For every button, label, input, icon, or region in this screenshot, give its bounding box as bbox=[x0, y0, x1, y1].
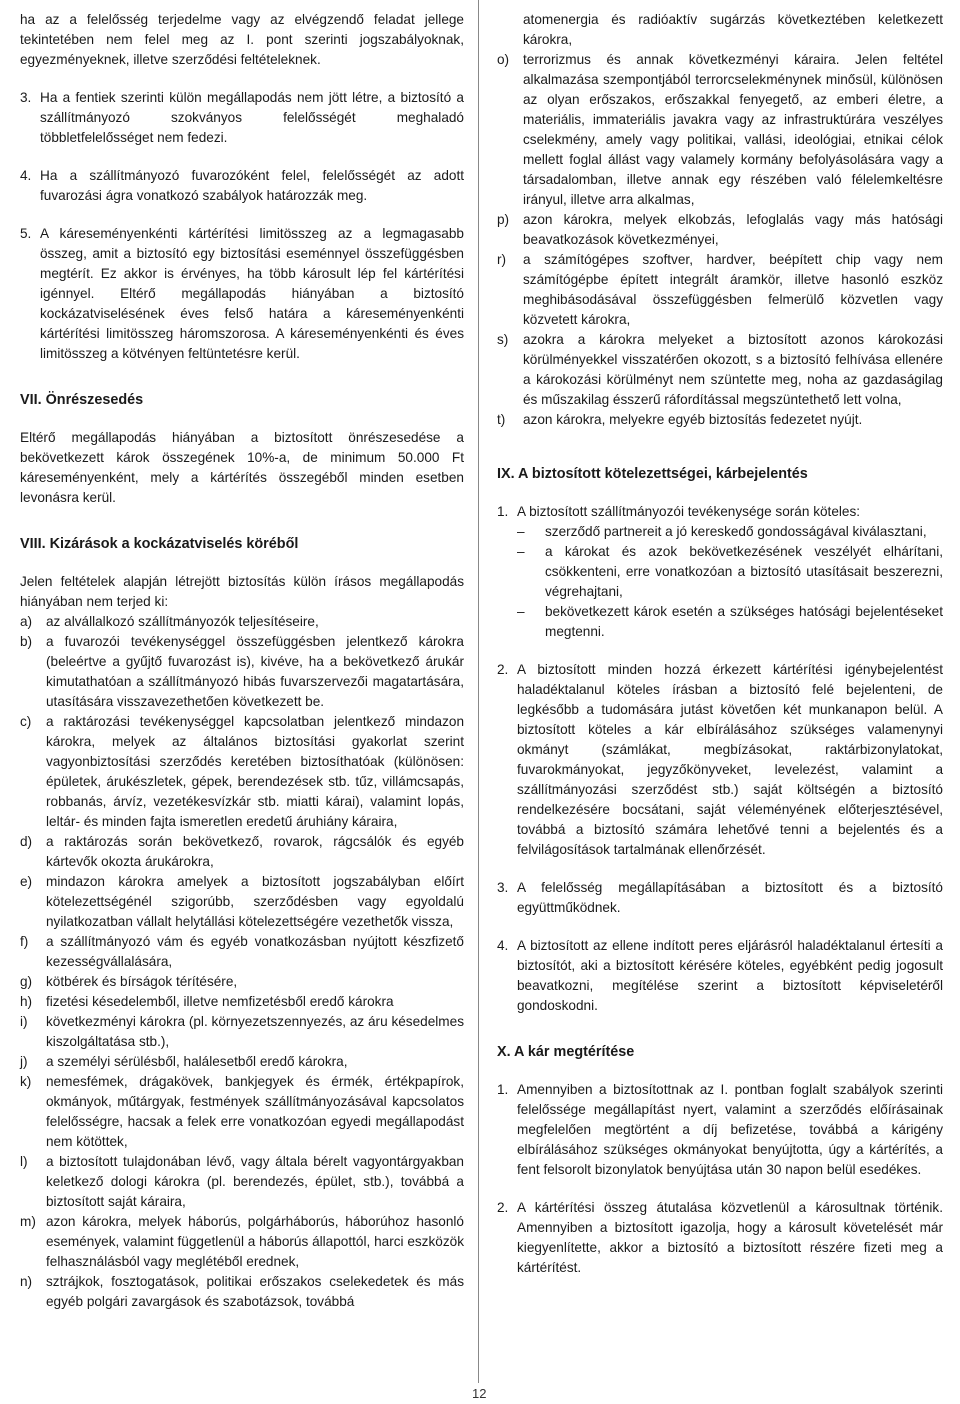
list-item bbox=[20, 612, 464, 632]
numbered-item-ix-2 bbox=[497, 660, 943, 860]
numbered-item-4 bbox=[20, 166, 464, 206]
list-marker: b) bbox=[20, 634, 33, 649]
list-marker: n) bbox=[20, 1274, 33, 1289]
list-marker: r) bbox=[497, 252, 507, 267]
list-text: következményi károkra (pl. környezetszennyezés, az áru késedelmes kiszolgáltatása stb.), bbox=[46, 1014, 464, 1049]
section-heading-ix: IX. A biztosított kötelezettségei, kárbejelentés bbox=[497, 466, 808, 482]
list-item bbox=[20, 1012, 464, 1052]
list-text: azon károkra, melyek háborús, polgárháborús, háborúhoz hasonló események, valamint függetlenül a háborús állapottól, harci eszközök felhasználásból vagy meglétéből erednek, bbox=[46, 1214, 464, 1269]
list-marker: t) bbox=[497, 412, 506, 427]
list-text: terrorizmus és annak következményi káraira. Jelen feltétel alkalmazása szempontjából terrorcselekménynek minősül, különösen az olyan erőszakos, erőszakkal fenyegető, az emberi életre, a materiális, immateriális javakra vagy az infrastruktúrára veszélyes cselekmény, amely vagy politikai, vallási, ideológiai, etnikai célok mellett foglal állást vagy valamely kormány befolyásolására vagy a társadalomban, illetve annak egy részében való félelemkeltésre irányul, illetve arra alkalmas, bbox=[523, 52, 943, 207]
item-text: A biztosított az ellene indított peres eljárásról haladéktalanul értesíti a biztosítót, aki a biztosított kérésére köteles, egyébként pedig jogosult beavatkozni, megítélése szerint a biztosított képviseletéről gondoskodni. bbox=[517, 938, 943, 1013]
item-text: Ha a fentiek szerinti külön megállapodás nem jött létre, a biztosító a szállítmányozó szokványos felelősségét meghaladó többletfelelősséget nem fedezi. bbox=[40, 90, 464, 145]
list-item-continuation bbox=[497, 10, 943, 50]
list-marker: h) bbox=[20, 994, 33, 1009]
dash-marker: – bbox=[517, 604, 525, 619]
list-marker: a) bbox=[20, 614, 33, 629]
list-marker: c) bbox=[20, 714, 32, 729]
list-marker: f) bbox=[20, 934, 29, 949]
list-item bbox=[497, 210, 943, 250]
numbered-item-5 bbox=[20, 224, 464, 364]
list-item bbox=[20, 1272, 464, 1312]
list-item bbox=[497, 50, 943, 210]
item-text: A biztosított minden hozzá érkezett kártérítési igénybejelentést haladéktalanul köteles írásban a biztosító felé bejelenteni, de legkésőbb a tudomására jutást követően két munkanapon belül. A biztosított köteles a kár elbírálásához szükséges valamenynyi okmányt (számlákat, megbízásokat, raktárbizonylatokat, fuvarokmányokat, jegyzőkönyveket, levelezést, valamint a szállítmányozási szerződést stb.) saját költségén a biztosító rendelkezésére bocsátani, saját véleményének előterjesztésével, továbbá a biztosító számára lehetővé tenni a bejelentés és a felvilágosítások tartalmának ellenőrzését. bbox=[517, 662, 943, 857]
list-item bbox=[497, 410, 943, 430]
exclusions-list-continued bbox=[497, 50, 943, 430]
dash-marker: – bbox=[517, 544, 525, 559]
exclusions-list bbox=[20, 612, 464, 1312]
list-text: a személyi sérülésből, halálesetből eredő károkra, bbox=[46, 1054, 348, 1069]
section-heading-viii: VIII. Kizárások a kockázatviselés köréből bbox=[20, 536, 299, 552]
numbered-item-ix-1 bbox=[497, 502, 943, 522]
list-item bbox=[20, 972, 464, 992]
list-marker: m) bbox=[20, 1214, 36, 1229]
list-text: fizetési késedelemből, illetve nemfizetésből eredő károkra bbox=[46, 994, 394, 1009]
list-marker: g) bbox=[20, 974, 33, 989]
list-text: sztrájkok, fosztogatások, politikai erőszakos cselekedetek és más egyéb polgári zavargások és szabotázsok, továbbá bbox=[46, 1274, 464, 1309]
list-text: az alvállalkozó szállítmányozók teljesítéseire, bbox=[46, 614, 319, 629]
list-text: azon károkra, melyekre egyéb biztosítás fedezetet nyújt. bbox=[523, 412, 863, 427]
item-text: A káreseményenkénti kártérítési limitösszeg az a legmagasabb összeg, amit a biztosító egy biztosítási eseménnyel összefüggésben megtérít. Ez akkor is érvényes, ha több károsult lép fel kártérítési igénnyel. Eltérő megállapodás hiányában a biztosító kockázatviselésének éves felső határa a káreseményenkénti kártérítési limitösszeg háromszorosa. A káreseményenkénti és éves limitösszeg a kötvényen feltüntetésre kerül. bbox=[40, 226, 464, 361]
list-item bbox=[20, 1072, 464, 1152]
list-text: kötbérek és bírságok térítésére, bbox=[46, 974, 238, 989]
numbered-item-ix-3 bbox=[497, 878, 943, 918]
list-item bbox=[20, 992, 464, 1012]
dash-item bbox=[517, 522, 943, 542]
list-item bbox=[20, 1212, 464, 1272]
dash-text: a károkat és azok bekövetkezésének veszélyét elhárítani, csökkenteni, erre vonatkozóan a biztosító utasításait beszerezni, végrehajtani, bbox=[545, 544, 943, 599]
left-column bbox=[20, 10, 464, 1312]
section-heading-vii: VII. Önrészesedés bbox=[20, 392, 144, 408]
dash-text: szerződő partnereit a jó kereskedő gondosságával kiválasztani, bbox=[545, 524, 927, 539]
list-marker: p) bbox=[497, 212, 510, 227]
list-item bbox=[497, 250, 943, 330]
list-marker: i) bbox=[20, 1014, 28, 1029]
list-marker: k) bbox=[20, 1074, 32, 1089]
page-number: 12 bbox=[472, 1386, 487, 1401]
list-text: azokra a károkra melyeket a biztosított azonos károkozási körülményekkel visszatérően okozott, s a biztosító felhívása ellenére a károkozási körülményt nem szüntette meg, noha az gazdaságilag és műszakilag ésszerű ráfordítással megszüntethető lett volna, bbox=[523, 332, 943, 407]
item-text: A kártérítési összeg átutalása közvetlenül a károsultnak történik. Amennyiben a biztosított igazolja, hogy a károsult követelését már kiegyenlítette, akkor a biztosító a biztosított részére fizeti meg a kártérítést. bbox=[517, 1200, 943, 1275]
item-number: 3. bbox=[497, 880, 509, 895]
list-text: a raktározási tevékenységgel kapcsolatban jelentkező mindazon károkra, melyek az általános biztosítási gyakorlat szerint vagyonbiztosítási szerződés keretében biztosíthatóak (különösen: épületek, árukészletek, gépek, berendezések stb. tűz, villámcsapás, robbanás, árvíz, vezetékesvízkár stb. miatti kárai), valamint lopás, leltár- és minden fajta ismeretlen eredetű áruhiány káraira, bbox=[46, 714, 464, 829]
list-marker: j) bbox=[20, 1054, 28, 1069]
continuation-paragraph: ha az a felelősség terjedelme vagy az elvégzendő feladat jellege tekintetében nem felel meg az I. pont szerinti jogszabályoknak, egyezményeknek, illetve szerződési feltételeknek. bbox=[20, 12, 464, 67]
list-item bbox=[20, 632, 464, 712]
list-item bbox=[20, 1152, 464, 1212]
list-text: a raktározás során bekövetkező, rovarok, rágcsálók és egyéb kártevők okozta árukárokra, bbox=[46, 834, 464, 869]
numbered-item-ix-4 bbox=[497, 936, 943, 1016]
list-item bbox=[20, 932, 464, 972]
list-marker: e) bbox=[20, 874, 33, 889]
item-number: 4. bbox=[20, 168, 32, 183]
item-number: 2. bbox=[497, 662, 509, 677]
item-text: A felelősség megállapításában a biztosított és a biztosító együttműködnek. bbox=[517, 880, 943, 915]
list-marker: s) bbox=[497, 332, 509, 347]
list-text: a fuvarozói tevékenységgel összefüggésben jelentkező károkra (beleértve a gyűjtő fuvarozást is), kivéve, ha a bekövetkező árukár kimutathatóan a szállítmányozó hibás fuvarszervezői magatartására, utasítására visszavezethetően következett be. bbox=[46, 634, 464, 709]
list-text: atomenergia és radióaktív sugárzás következtében keletkezett károkra, bbox=[523, 12, 943, 47]
list-text: azon károkra, melyek elkobzás, lefoglalás vagy más hatósági beavatkozások következményei, bbox=[523, 212, 943, 247]
list-item bbox=[20, 712, 464, 832]
section-vii-text: Eltérő megállapodás hiányában a biztosított önrészesedése a bekövetkezett károk összegének 10%-a, de minimum 50.000 Ft káreseményenként, mely a kártérítés összegéből minden esetben levonásra kerül. bbox=[20, 430, 464, 505]
list-item bbox=[20, 872, 464, 932]
list-text: a számítógépes szoftver, hardver, beépített chip vagy nem számítógépbe épített integrált áramkör, illetve hasonló eszköz meghibásodásával összefüggésben felmerülő közvetlen vagy közvetett károkra, bbox=[523, 252, 943, 327]
section-heading-x: X. A kár megtérítése bbox=[497, 1044, 635, 1060]
list-text: mindazon károkra amelyek a biztosított jogszabályban előírt kötelezettségénél szigorúbb, szerződésben vagy egyoldalú nyilatkozatban vállalt helytállási kötelezettségére vezethetők vissza, bbox=[46, 874, 464, 929]
list-marker: o) bbox=[497, 52, 510, 67]
list-text: nemesfémek, drágakövek, bankjegyek és érmék, értékpapírok, okmányok, műtárgyak, festmények szállítmányozásával kapcsolatos felelősségre, hacsak a felek erre vonatkozóan egyedi megállapodást nem kötöttek, bbox=[46, 1074, 464, 1149]
list-item bbox=[20, 1052, 464, 1072]
dash-item bbox=[517, 602, 943, 642]
item-number: 3. bbox=[20, 90, 32, 105]
column-divider bbox=[478, 0, 479, 1383]
list-marker: l) bbox=[20, 1154, 28, 1169]
dash-list bbox=[517, 522, 943, 642]
numbered-item-x-2 bbox=[497, 1198, 943, 1278]
item-number: 1. bbox=[497, 504, 509, 519]
item-number: 5. bbox=[20, 226, 32, 241]
item-text: Amennyiben a biztosítottnak az I. pontban foglalt szabályok szerinti felelőssége megállapítást nyert, valamint a szerződés előírásainak megfelelően megtörtént a díj befizetése, továbbá a kárigény elbírálásához szükséges okmányokat benyújtotta, úgy a kártérítés, a fent felsorolt bizonylatok benyújtása után 30 napon belül esedékes. bbox=[517, 1082, 943, 1177]
numbered-item-x-1 bbox=[497, 1080, 943, 1180]
item-number: 1. bbox=[497, 1082, 509, 1097]
item-number: 4. bbox=[497, 938, 509, 953]
item-text: A biztosított szállítmányozói tevékenysége során köteles: bbox=[517, 504, 861, 519]
list-marker: d) bbox=[20, 834, 33, 849]
dash-text: bekövetkezett károk esetén a szükséges hatósági bejelentéseket megtenni. bbox=[545, 604, 943, 639]
dash-item bbox=[517, 542, 943, 602]
list-text: a biztosított tulajdonában lévő, vagy általa bérelt vagyontárgyakban keletkező dologi károkra (pl. berendezés, épület, stb.), továbbá a biztosított saját káraira, bbox=[46, 1154, 464, 1209]
item-text: Ha a szállítmányozó fuvarozóként felel, felelősségét az adott fuvarozási ágra vonatkozó szabályok határozzák meg. bbox=[40, 168, 464, 203]
numbered-item-3 bbox=[20, 88, 464, 148]
dash-marker: – bbox=[517, 524, 525, 539]
list-item bbox=[20, 832, 464, 872]
section-viii-intro: Jelen feltételek alapján létrejött biztosítás külön írásos megállapodás hiányában nem terjed ki: bbox=[20, 574, 464, 609]
list-text: a szállítmányozó vám és egyéb vonatkozásban nyújtott készfizető kezességvállalására, bbox=[46, 934, 464, 969]
item-number: 2. bbox=[497, 1200, 509, 1215]
list-item bbox=[497, 330, 943, 410]
right-column bbox=[497, 10, 943, 1296]
